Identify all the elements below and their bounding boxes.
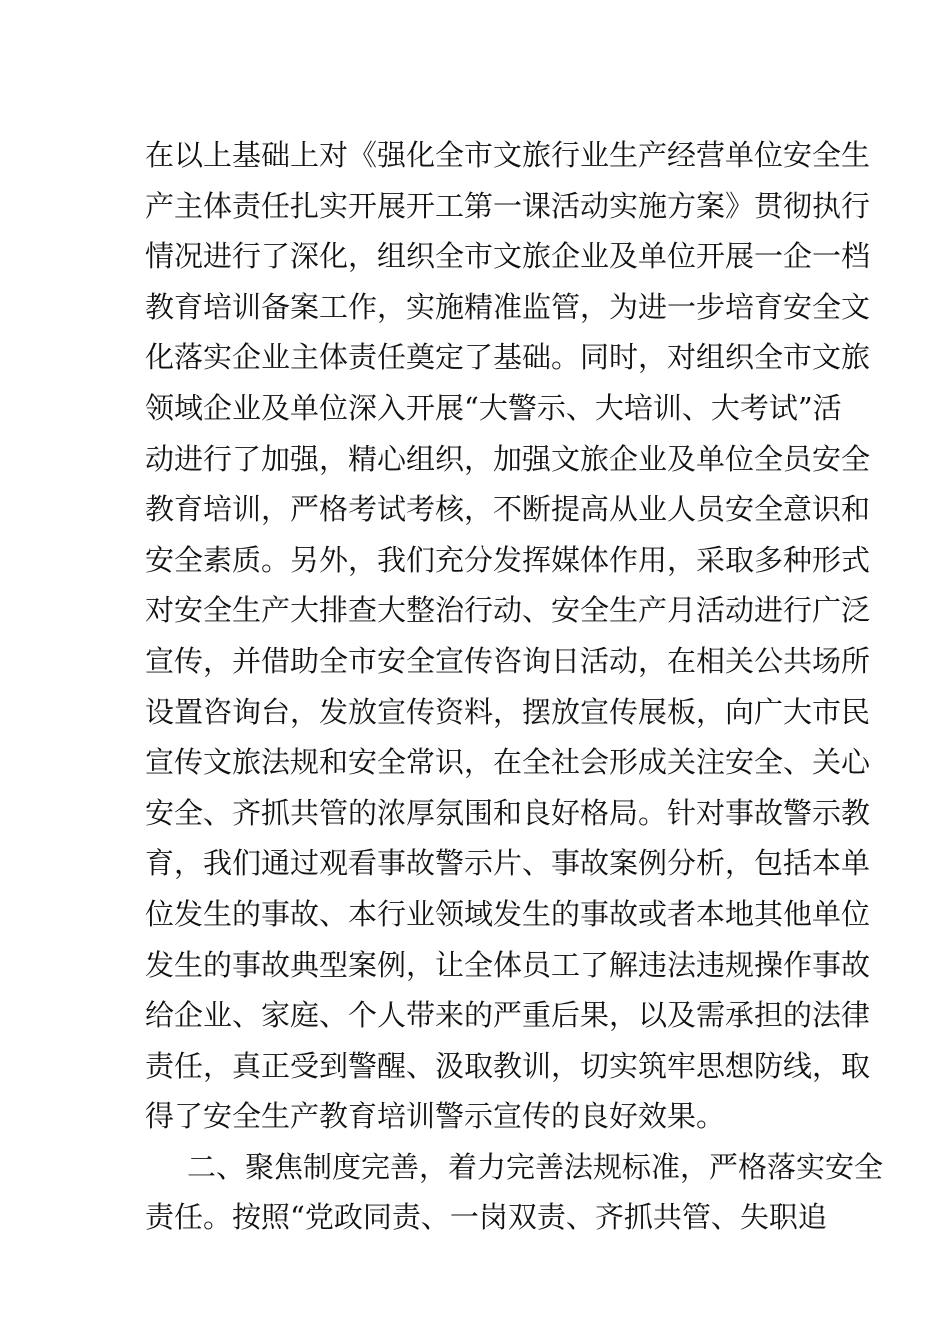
text-line: 发生的事故典型案例，让全体员工了解违法违规操作事故 <box>145 947 871 982</box>
text-line: 设置咨询台，发放宣传资料，摆放宣传展板，向广大市民 <box>145 694 871 729</box>
text-line: 教育培训备案工作，实施精准监管，为进一步培育安全文 <box>145 289 871 324</box>
text-line: 给企业、家庭、个人带来的严重后果，以及需承担的法律 <box>145 998 871 1033</box>
text-line: 宣传，并借助全市安全宣传咨询日活动，在相关公共场所 <box>145 643 871 678</box>
text-line: 情况进行了深化，组织全市文旅企业及单位开展一企一档 <box>145 239 871 274</box>
text-line: 位发生的事故、本行业领域发生的事故或者本地其他单位 <box>145 896 871 931</box>
body-text <box>145 130 884 1243</box>
text-line: 对安全生产大排查大整治行动、安全生产月活动进行广泛 <box>145 593 871 628</box>
text-line: 教育培训，严格考试考核，不断提高从业人员安全意识和 <box>145 492 871 527</box>
text-line: 产主体责任扎实开展开工第一课活动实施方案》贯彻执行 <box>145 188 871 223</box>
text-line: 宣传文旅法规和安全常识，在全社会形成关注安全、关心 <box>145 745 871 780</box>
text-line: 责任。按照“党政同责、一岗双责、齐抓共管、失职追 <box>145 1200 827 1235</box>
text-line: 动进行了加强，精心组织，加强文旅企业及单位全员安全 <box>145 441 871 476</box>
text-line: 安全、齐抓共管的浓厚氛围和良好格局。针对事故警示教 <box>145 795 871 830</box>
text-line: 在以上基础上对《强化全市文旅行业生产经营单位安全生 <box>145 138 871 172</box>
text-line: 化落实企业主体责任奠定了基础。同时，对组织全市文旅 <box>145 340 871 375</box>
text-line: 领域企业及单位深入开展“大警示、大培训、大考试”活 <box>145 390 842 425</box>
text-line: 育，我们通过观看事故警示片、事故案例分析，包括本单 <box>145 846 871 881</box>
section-heading-line: 二、聚焦制度完善，着力完善法规标准，严格落实安全 <box>187 1149 884 1184</box>
text-line: 责任，真正受到警醒、汲取教训，切实筑牢思想防线，取 <box>145 1048 871 1083</box>
text-line: 安全素质。另外，我们充分发挥媒体作用，采取多种形式 <box>145 542 871 577</box>
paragraph-last-line: 得了安全生产教育培训警示宣传的良好效果。 <box>145 1099 726 1134</box>
